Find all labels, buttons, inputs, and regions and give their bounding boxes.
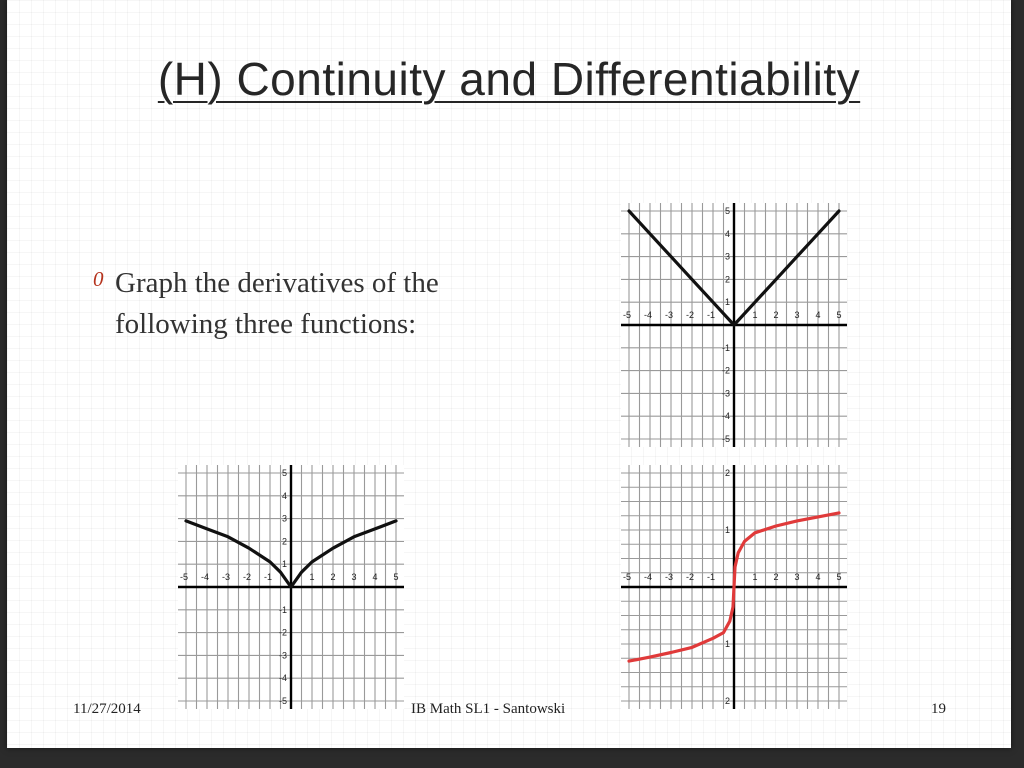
x-tick-label: -1 [706, 310, 716, 320]
x-tick-label: 1 [309, 572, 315, 582]
y-tick-label: -5 [278, 696, 287, 706]
x-tick-label: -3 [664, 310, 674, 320]
x-tick-label: 2 [773, 572, 779, 582]
y-tick-label: 3 [724, 251, 730, 262]
y-tick-label: -4 [278, 673, 287, 684]
x-tick-label: -2 [685, 572, 695, 582]
y-tick-label: -3 [278, 650, 287, 661]
x-tick-label: -2 [242, 572, 252, 582]
x-tick-label: 4 [372, 572, 378, 582]
slide-title: (H) Continuity and Differentiability [157, 53, 861, 105]
x-tick-label: 5 [836, 572, 842, 582]
bullet-marker: 0 [93, 267, 104, 291]
x-tick-label: -4 [643, 572, 653, 582]
x-tick-label: 2 [330, 572, 336, 582]
y-tick-label: 1 [724, 525, 730, 535]
x-tick-label: -1 [706, 572, 716, 582]
x-tick-label: -3 [664, 572, 674, 582]
y-tick-label: -1 [278, 604, 287, 615]
y-tick-label: 2 [724, 274, 730, 285]
bullet-item [93, 263, 473, 345]
graph-abs-x [621, 203, 847, 447]
y-tick-label: 3 [281, 513, 287, 524]
footer-date: 11/27/2014 [73, 701, 141, 717]
x-tick-label: 4 [815, 310, 821, 320]
x-tick-label: 3 [351, 572, 357, 582]
y-tick-label: 2 [281, 536, 287, 547]
x-tick-label: -4 [643, 310, 653, 320]
x-tick-label: 5 [836, 310, 842, 320]
graph-sqrt-abs-x [178, 465, 404, 709]
y-tick-label: -4 [721, 411, 730, 422]
y-tick-label: -2 [278, 627, 287, 638]
x-tick-label: 1 [752, 310, 758, 320]
x-tick-label: 3 [794, 572, 800, 582]
y-tick-label: 1 [724, 639, 730, 649]
y-tick-label: 1 [281, 559, 287, 570]
footer-page-number: 19 [931, 701, 946, 717]
slide [7, 0, 1011, 748]
y-tick-label: 4 [281, 490, 287, 501]
x-tick-label: -4 [200, 572, 210, 582]
graph-sqrt-abs-x-plot [178, 465, 404, 709]
graph-cbrt-x-plot [621, 465, 847, 709]
y-tick-label: -5 [721, 434, 730, 444]
x-tick-label: -5 [622, 572, 632, 582]
y-tick-label: 5 [281, 468, 287, 478]
x-tick-label: -5 [179, 572, 189, 582]
y-tick-label: 2 [724, 696, 730, 706]
y-tick-label: -3 [721, 388, 730, 399]
y-tick-label: 1 [724, 297, 730, 308]
x-tick-label: 4 [815, 572, 821, 582]
graph-abs-x-plot [621, 203, 847, 447]
y-tick-label: -2 [721, 365, 730, 376]
y-tick-label: 2 [724, 468, 730, 478]
x-tick-label: 3 [794, 310, 800, 320]
x-tick-label: 1 [752, 572, 758, 582]
y-tick-label: -1 [721, 342, 730, 353]
x-tick-label: -1 [263, 572, 273, 582]
x-tick-label: 2 [773, 310, 779, 320]
graph-cbrt-x [621, 465, 847, 709]
bullet-text: Graph the derivatives of the following three functions: [115, 267, 439, 340]
x-tick-label: -2 [685, 310, 695, 320]
x-tick-label: -3 [221, 572, 231, 582]
x-tick-label: 5 [393, 572, 399, 582]
y-tick-label: 5 [724, 206, 730, 216]
footer-course: IB Math SL1 - Santowski [411, 701, 566, 717]
x-tick-label: -5 [622, 310, 632, 320]
y-tick-label: 4 [724, 228, 730, 239]
